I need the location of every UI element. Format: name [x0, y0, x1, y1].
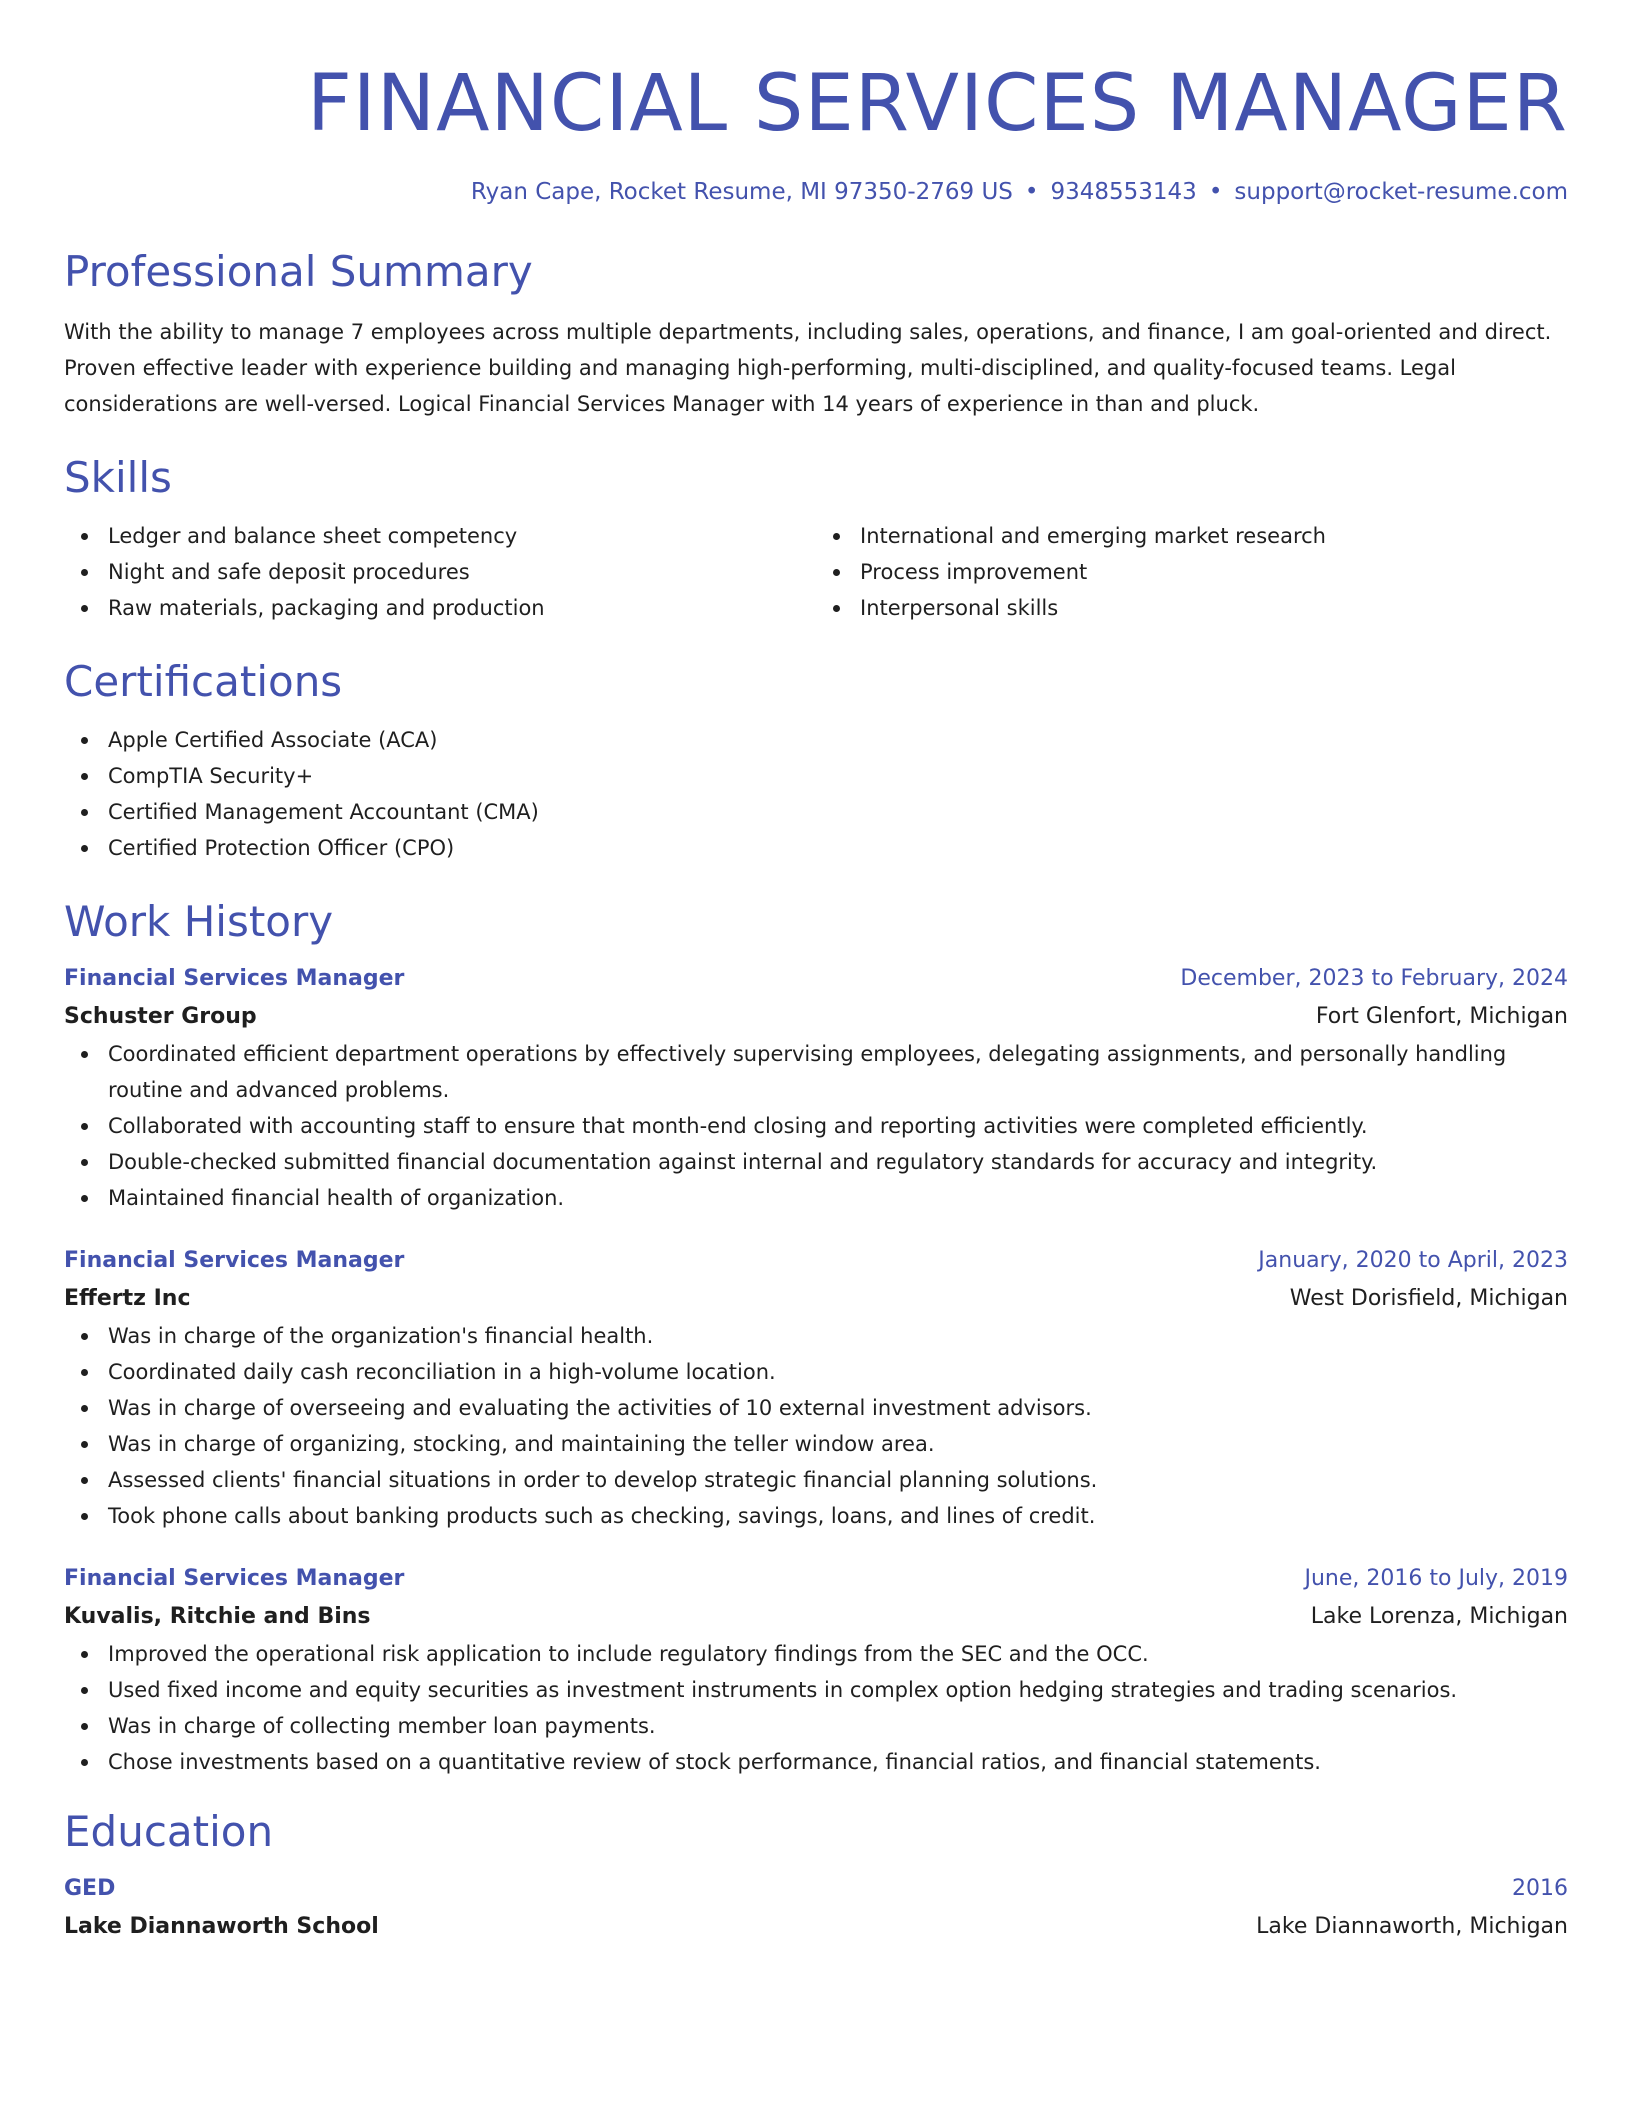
- job-header-row: [64, 960, 1568, 998]
- education-year: 2016: [1512, 1876, 1568, 1901]
- education-section: [64, 1804, 1568, 1946]
- contact-line: [64, 176, 1568, 208]
- job-location: Fort Glenfort, Michigan: [1315, 1004, 1568, 1029]
- contact-address: Ryan Cape, Rocket Resume, MI 97350-2769 US: [470, 179, 1013, 205]
- job-bullet: Was in charge of overseeing and evaluating the activities of 10 external investment advisors.: [64, 1390, 1568, 1426]
- contact-separator: •: [1024, 179, 1039, 205]
- job-bullet: Took phone calls about banking products such as checking, savings, loans, and lines of credit.: [64, 1498, 1568, 1534]
- summary-section: [64, 244, 1568, 422]
- contact-email: support@rocket-resume.com: [1234, 179, 1568, 205]
- certification-item: Apple Certified Associate (ACA): [64, 722, 1568, 758]
- resume-title: FINANCIAL SERVICES MANAGER: [306, 59, 1568, 149]
- job-location: West Dorisfield, Michigan: [1289, 1286, 1568, 1311]
- skill-item: International and emerging market research: [816, 518, 1568, 554]
- education-entry: [64, 1870, 1568, 1946]
- job-header-row: [64, 1242, 1568, 1280]
- job-bullet: Was in charge of organizing, stocking, and maintaining the teller window area.: [64, 1426, 1568, 1462]
- job-title: Financial Services Manager: [64, 1248, 405, 1273]
- job-bullet: Coordinated efficient department operations by effectively supervising employees, delegating assignments, and personally handling routine and advanced problems.: [64, 1036, 1568, 1108]
- job-bullets: [64, 1318, 1568, 1534]
- job-header-row: [64, 1560, 1568, 1598]
- certification-item: CompTIA Security+: [64, 758, 1568, 794]
- job-dates: December, 2023 to February, 2024: [1180, 966, 1568, 991]
- job-bullet: Was in charge of collecting member loan payments.: [64, 1708, 1568, 1744]
- summary-heading: Professional Summary: [64, 247, 533, 296]
- work-history-section: [64, 894, 1568, 1780]
- work-history-heading: Work History: [64, 897, 334, 946]
- job-company-row: [64, 1280, 1568, 1318]
- certifications-list: [64, 722, 1568, 866]
- contact-phone: 9348553143: [1050, 179, 1197, 205]
- education-heading: Education: [64, 1807, 274, 1856]
- job-bullet: Coordinated daily cash reconciliation in a high-volume location.: [64, 1354, 1568, 1390]
- job-entry: [64, 1242, 1568, 1534]
- certifications-section: [64, 654, 1568, 866]
- skills-section: [64, 450, 1568, 626]
- certification-item: Certified Protection Officer (CPO): [64, 830, 1568, 866]
- job-title: Financial Services Manager: [64, 966, 405, 991]
- education-school-row: [64, 1908, 1568, 1946]
- job-entry: [64, 960, 1568, 1216]
- skill-item: Process improvement: [816, 554, 1568, 590]
- job-bullet: Chose investments based on a quantitative review of stock performance, financial ratios, and financial statements.: [64, 1744, 1568, 1780]
- job-location: Lake Lorenza, Michigan: [1310, 1604, 1568, 1629]
- job-company: Kuvalis, Ritchie and Bins: [64, 1604, 371, 1629]
- skills-heading: Skills: [64, 453, 172, 502]
- job-entry: [64, 1560, 1568, 1780]
- skills-list-left: [64, 518, 816, 626]
- skills-grid: [64, 518, 1568, 626]
- job-bullet: Collaborated with accounting staff to ensure that month-end closing and reporting activities were completed efficiently.: [64, 1108, 1568, 1144]
- skills-list-right: [816, 518, 1568, 626]
- job-bullets: [64, 1636, 1568, 1780]
- job-bullet: Assessed clients' financial situations in order to develop strategic financial planning solutions.: [64, 1462, 1568, 1498]
- certifications-heading: Certifications: [64, 657, 343, 706]
- certification-item: Certified Management Accountant (CMA): [64, 794, 1568, 830]
- education-location: Lake Diannaworth, Michigan: [1256, 1914, 1568, 1939]
- job-bullets: [64, 1036, 1568, 1216]
- job-bullet: Double-checked submitted financial documentation against internal and regulatory standards for accuracy and integrity.: [64, 1144, 1568, 1180]
- job-company: Effertz Inc: [64, 1286, 191, 1311]
- education-degree: GED: [64, 1876, 116, 1901]
- job-bullet: Was in charge of the organization's financial health.: [64, 1318, 1568, 1354]
- education-header-row: [64, 1870, 1568, 1908]
- skill-item: Ledger and balance sheet competency: [64, 518, 816, 554]
- job-dates: June, 2016 to July, 2019: [1304, 1566, 1568, 1591]
- skill-item: Night and safe deposit procedures: [64, 554, 816, 590]
- skill-item: Interpersonal skills: [816, 590, 1568, 626]
- job-title: Financial Services Manager: [64, 1566, 405, 1591]
- summary-text: With the ability to manage 7 employees across multiple departments, including sales, operations, and finance, I am goal-oriented and direct. Proven effective leader with experience building and managing high-performing, multi-disciplined, and quality-focused teams. Legal considerations are well-versed. Logical Financial Services Manager with 14 years of experience in than and pluck.: [64, 320, 1552, 416]
- job-dates: January, 2020 to April, 2023: [1258, 1248, 1568, 1273]
- job-bullet: Used fixed income and equity securities as investment instruments in complex option hedging strategies and trading scenarios.: [64, 1672, 1568, 1708]
- job-company-row: [64, 998, 1568, 1036]
- job-company: Schuster Group: [64, 1004, 257, 1029]
- job-bullet: Maintained financial health of organization.: [64, 1180, 1568, 1216]
- education-school: Lake Diannaworth School: [64, 1914, 379, 1939]
- job-bullet: Improved the operational risk application to include regulatory findings from the SEC and the OCC.: [64, 1636, 1568, 1672]
- contact-separator: •: [1208, 179, 1223, 205]
- skill-item: Raw materials, packaging and production: [64, 590, 816, 626]
- job-company-row: [64, 1598, 1568, 1636]
